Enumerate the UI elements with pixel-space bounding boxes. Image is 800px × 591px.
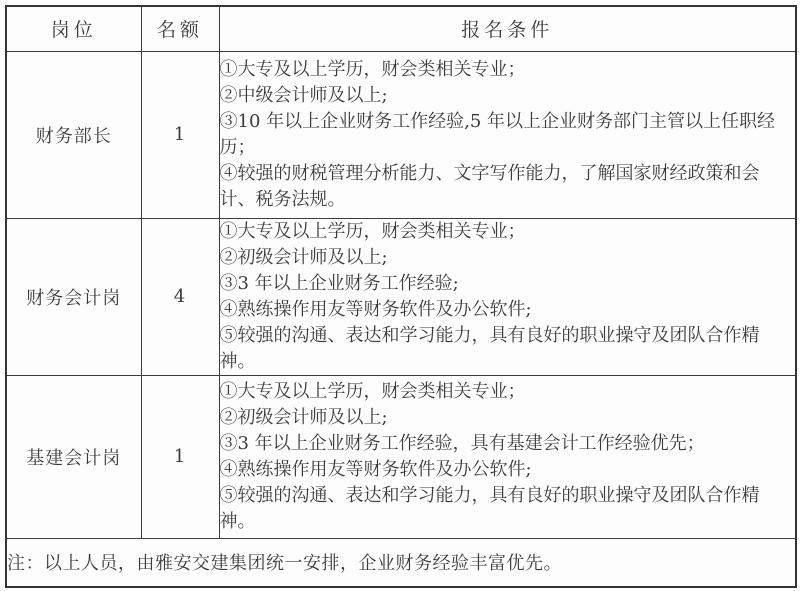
conditions-cell — [219, 218, 796, 375]
condition-line: ③3 年以上企业财务工作经验; — [219, 272, 459, 294]
condition-line: ④熟练操作用友等财务软件及办公软件; — [219, 458, 532, 480]
condition-line: ①大专及以上学历，财会类相关专业； — [219, 380, 526, 402]
condition-line: ②初级会计师及以上; — [219, 246, 388, 268]
header-cell-position: 岗位 — [6, 6, 141, 51]
condition-line: ④较强的财税管理分析能力、文字写作能力，了解国家财经政策和会计、税务法规。 — [219, 162, 760, 210]
condition-line: ②初级会计师及以上; — [219, 406, 388, 428]
condition-line: ③10 年以上企业财务工作经验,5 年以上企业财务部门主管以上任职经历； — [219, 110, 776, 158]
recruitment-table — [5, 5, 797, 588]
header-cell-conditions: 报名条件 — [219, 6, 796, 51]
quota-cell: 1 — [141, 51, 219, 218]
header-cell-quota: 名额 — [141, 6, 219, 51]
position-cell: 基建会计岗 — [6, 375, 141, 538]
condition-line: ①大专及以上学历，财会类相关专业； — [219, 58, 526, 80]
table-row — [6, 375, 796, 538]
position-cell: 财务部长 — [6, 51, 141, 218]
condition-line: ⑤较强的沟通、表达和学习能力，具有良好的职业操守及团队合作精神。 — [219, 484, 760, 532]
condition-line: ①大专及以上学历，财会类相关专业； — [219, 220, 526, 242]
condition-line: ③3 年以上企业财务工作经验，具有基建会计工作经验优先； — [219, 432, 705, 454]
quota-cell: 1 — [141, 375, 219, 538]
condition-line: ④熟练操作用友等财务软件及办公软件; — [219, 298, 532, 320]
position-cell: 财务会计岗 — [6, 218, 141, 375]
table-header-row — [6, 6, 796, 51]
note-row — [6, 538, 796, 587]
table-row — [6, 218, 796, 375]
condition-line: ②中级会计师及以上; — [219, 84, 388, 106]
conditions-cell — [219, 51, 796, 218]
table-row — [6, 51, 796, 218]
condition-line: ⑤较强的沟通、表达和学习能力，具有良好的职业操守及团队合作精神。 — [219, 324, 760, 372]
quota-cell: 4 — [141, 218, 219, 375]
conditions-cell — [219, 375, 796, 538]
note-text: 注：以上人员，由雅安交建集团统一安排，企业财务经验丰富优先。 — [6, 538, 796, 587]
